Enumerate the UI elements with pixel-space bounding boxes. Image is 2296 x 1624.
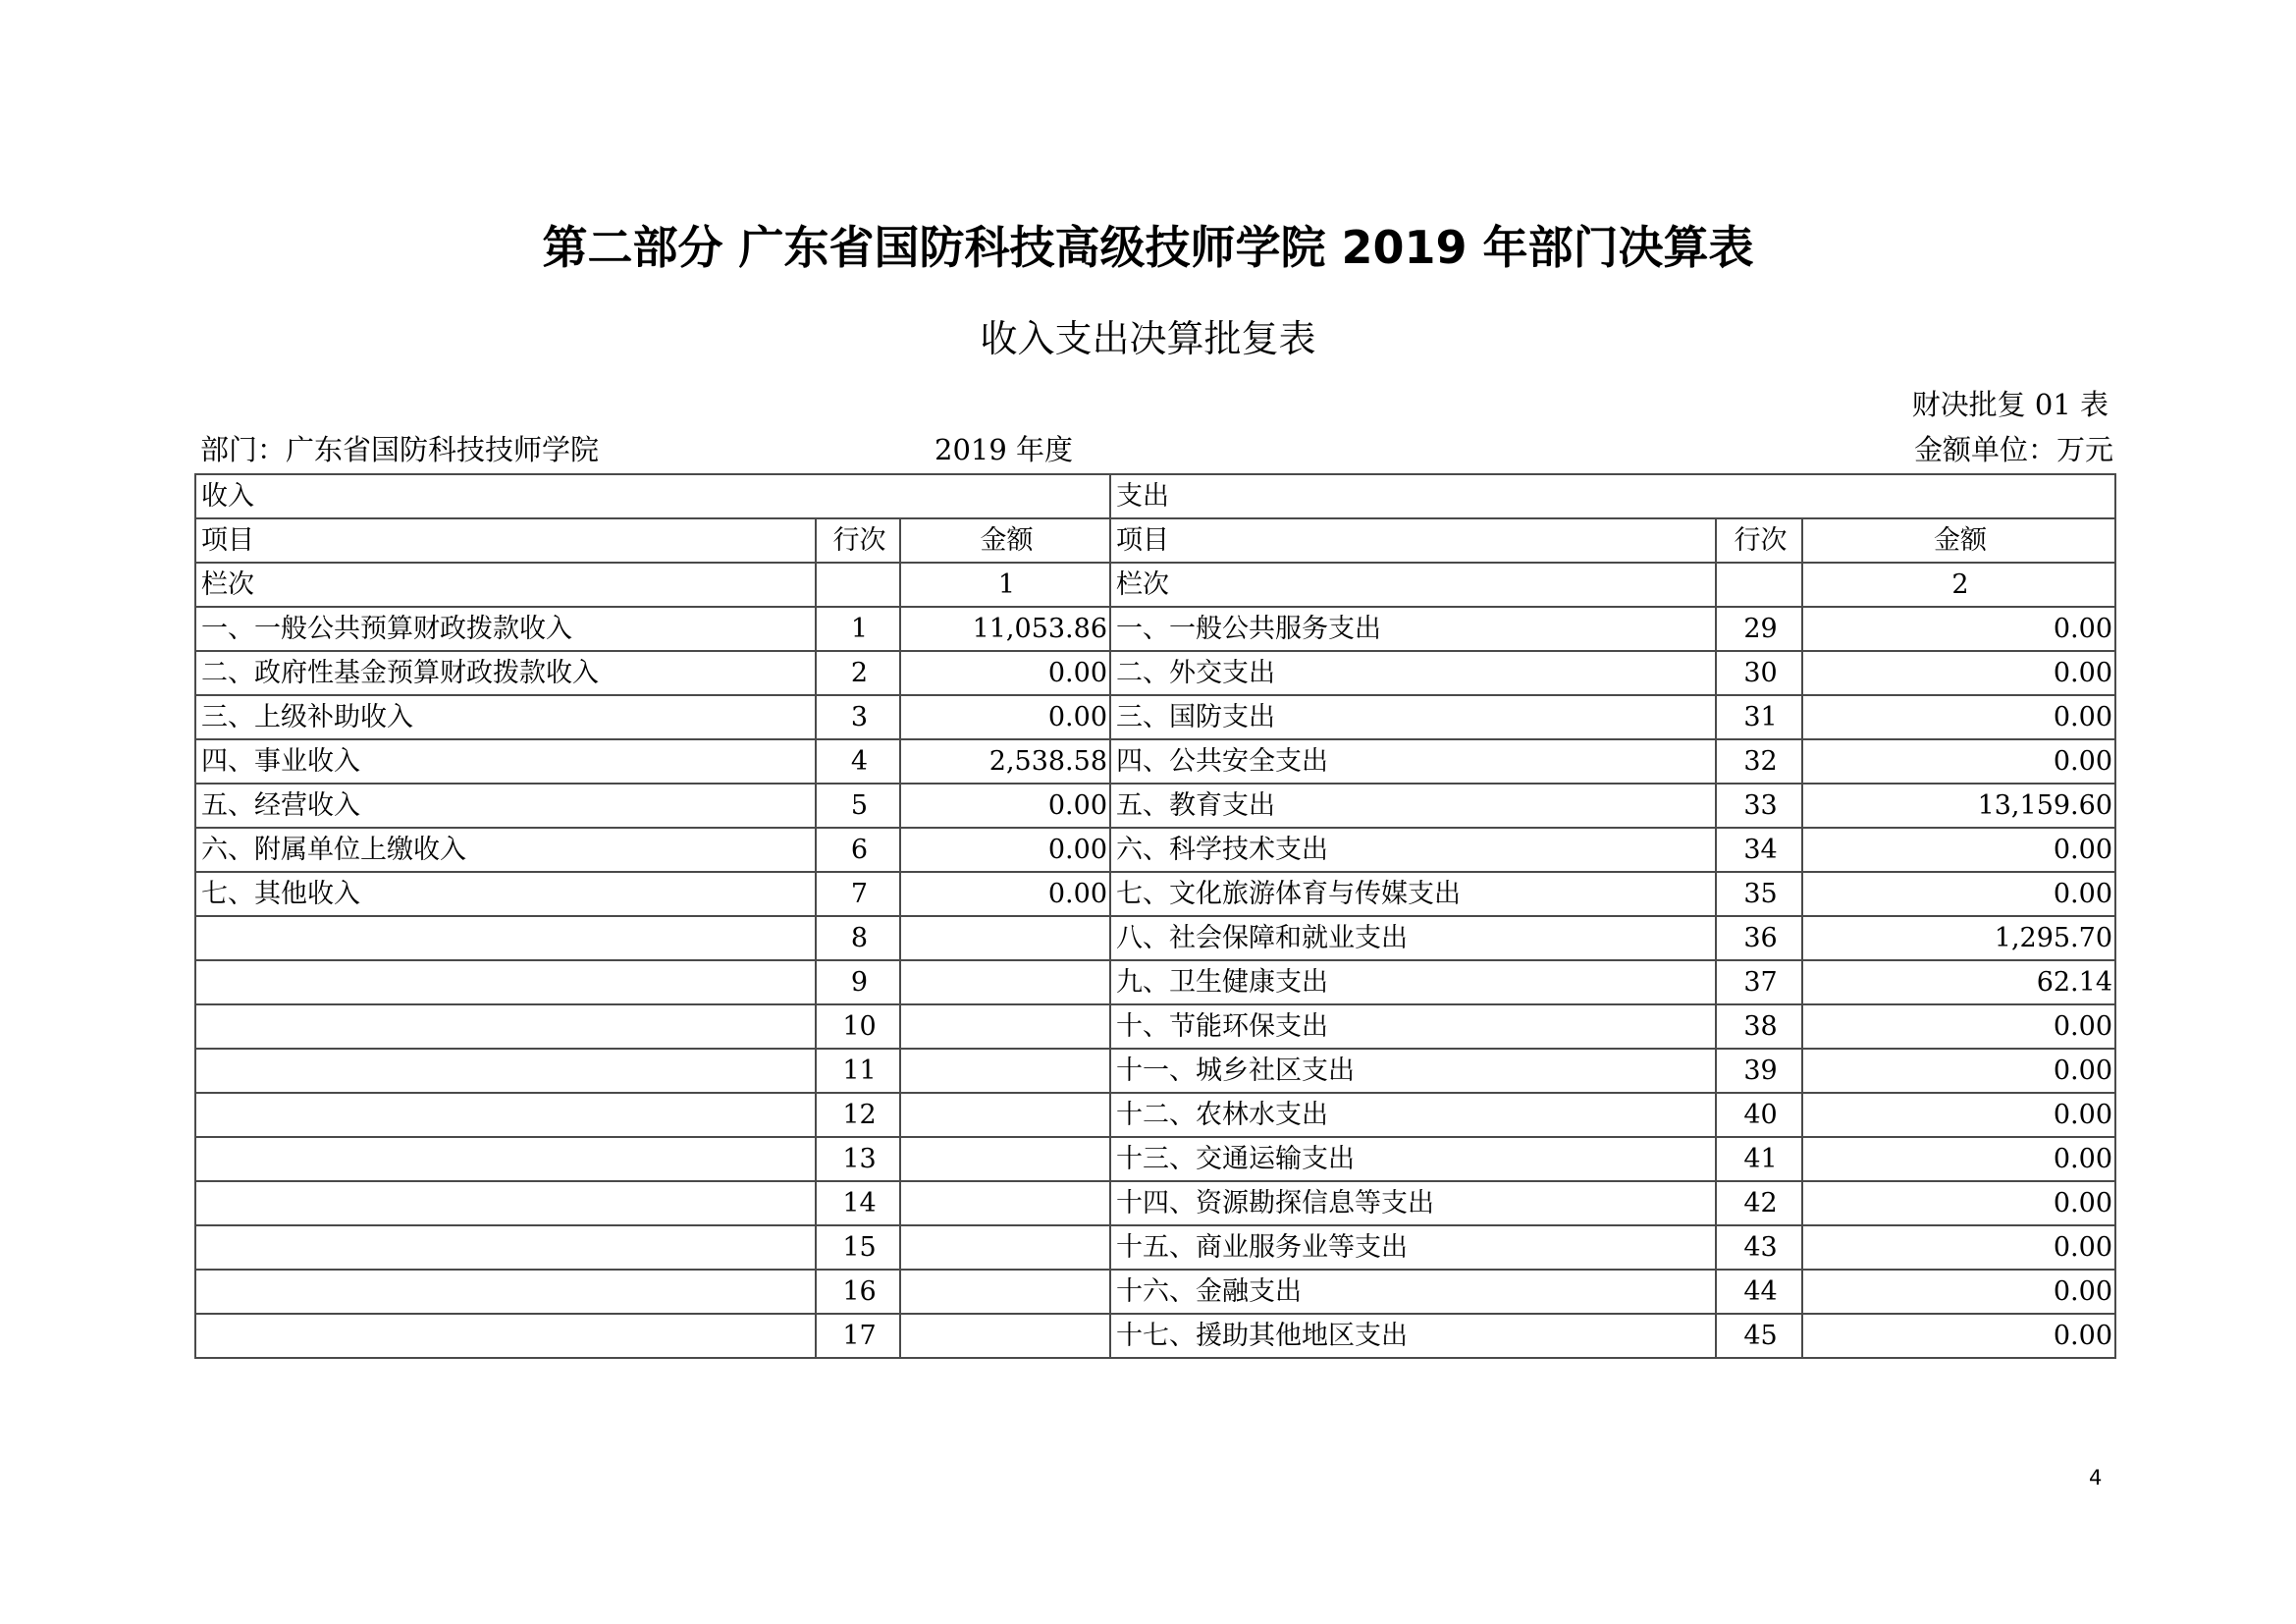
income-line-cell: 4	[816, 739, 900, 784]
income-amount-cell	[900, 1270, 1110, 1314]
expense-item-cell: 十、节能环保支出	[1110, 1004, 1716, 1049]
expense-item-cell: 六、科学技术支出	[1110, 828, 1716, 872]
table-row	[195, 1270, 2115, 1314]
income-line-cell: 1	[816, 607, 900, 651]
expense-line-cell: 38	[1716, 1004, 1802, 1049]
expense-item-cell: 十三、交通运输支出	[1110, 1137, 1716, 1181]
income-amount-cell: 0.00	[900, 695, 1110, 739]
income-item-cell	[195, 1137, 816, 1181]
income-line-cell: 6	[816, 828, 900, 872]
income-item-cell	[195, 1004, 816, 1049]
expense-amount-cell: 0.00	[1802, 1093, 2115, 1137]
table-row	[195, 828, 2115, 872]
expense-item-cell: 八、社会保障和就业支出	[1110, 916, 1716, 960]
income-item-cell	[195, 1270, 816, 1314]
expense-item-cell: 二、外交支出	[1110, 651, 1716, 695]
expense-item-cell: 三、国防支出	[1110, 695, 1716, 739]
income-amount-cell: 11,053.86	[900, 607, 1110, 651]
income-item-cell: 七、其他收入	[195, 872, 816, 916]
income-line-cell: 11	[816, 1049, 900, 1093]
income-item-header: 项目	[195, 518, 816, 563]
income-line-cell: 17	[816, 1314, 900, 1358]
fiscal-year-label: 2019 年度	[934, 433, 1074, 466]
income-amount-cell	[900, 1314, 1110, 1358]
income-line-cell: 5	[816, 784, 900, 828]
expense-item-cell: 一、一般公共服务支出	[1110, 607, 1716, 651]
expense-line-cell: 40	[1716, 1093, 1802, 1137]
income-item-cell	[195, 960, 816, 1004]
income-amount-cell: 0.00	[900, 872, 1110, 916]
income-amount-cell	[900, 1225, 1110, 1270]
expense-amount-cell: 0.00	[1802, 695, 2115, 739]
expense-line-cell: 34	[1716, 828, 1802, 872]
income-item-cell: 二、政府性基金预算财政拨款收入	[195, 651, 816, 695]
expense-col-no: 2	[1802, 563, 2115, 607]
expense-line-cell: 39	[1716, 1049, 1802, 1093]
expense-amount-cell: 0.00	[1802, 1004, 2115, 1049]
column-header-row	[195, 518, 2115, 563]
table-row	[195, 960, 2115, 1004]
table-row	[195, 651, 2115, 695]
table-meta-line	[194, 430, 2113, 469]
expense-line-cell: 29	[1716, 607, 1802, 651]
expense-line-cell: 32	[1716, 739, 1802, 784]
table-row	[195, 1137, 2115, 1181]
expense-item-cell: 七、文化旅游体育与传媒支出	[1110, 872, 1716, 916]
expense-line-cell: 36	[1716, 916, 1802, 960]
income-line-cell: 8	[816, 916, 900, 960]
table-row	[195, 607, 2115, 651]
expense-line-cell: 31	[1716, 695, 1802, 739]
expense-line-header: 行次	[1716, 518, 1802, 563]
department-label: 部门：广东省国防科技技师学院	[200, 433, 600, 466]
income-amount-cell: 0.00	[900, 651, 1110, 695]
income-amount-cell	[900, 1181, 1110, 1225]
income-item-cell: 四、事业收入	[195, 739, 816, 784]
expense-col-no-line	[1716, 563, 1802, 607]
income-line-cell: 3	[816, 695, 900, 739]
table-row	[195, 1004, 2115, 1049]
expense-line-cell: 33	[1716, 784, 1802, 828]
table-row	[195, 1314, 2115, 1358]
table-row	[195, 1093, 2115, 1137]
expense-item-cell: 十六、金融支出	[1110, 1270, 1716, 1314]
expense-amount-cell: 0.00	[1802, 1314, 2115, 1358]
income-line-cell: 9	[816, 960, 900, 1004]
income-amount-cell	[900, 1137, 1110, 1181]
table-row	[195, 872, 2115, 916]
income-item-cell	[195, 916, 816, 960]
income-amount-cell	[900, 960, 1110, 1004]
expense-item-cell: 十七、援助其他地区支出	[1110, 1314, 1716, 1358]
income-item-cell	[195, 1225, 816, 1270]
form-number: 财决批复 01 表	[1911, 388, 2109, 421]
expense-amount-cell: 0.00	[1802, 872, 2115, 916]
expense-item-cell: 十一、城乡社区支出	[1110, 1049, 1716, 1093]
expense-line-cell: 37	[1716, 960, 1802, 1004]
income-item-cell	[195, 1181, 816, 1225]
expense-amount-cell: 0.00	[1802, 1270, 2115, 1314]
expense-amount-cell: 0.00	[1802, 651, 2115, 695]
income-line-cell: 7	[816, 872, 900, 916]
expense-amount-cell: 0.00	[1802, 607, 2115, 651]
expense-line-cell: 30	[1716, 651, 1802, 695]
income-line-cell: 14	[816, 1181, 900, 1225]
expense-item-cell: 十四、资源勘探信息等支出	[1110, 1181, 1716, 1225]
income-item-cell: 三、上级补助收入	[195, 695, 816, 739]
expense-amount-cell: 0.00	[1802, 1137, 2115, 1181]
expense-col-no-label: 栏次	[1110, 563, 1716, 607]
expense-line-cell: 41	[1716, 1137, 1802, 1181]
income-item-cell	[195, 1314, 816, 1358]
expense-amount-cell: 0.00	[1802, 828, 2115, 872]
expense-amount-cell: 13,159.60	[1802, 784, 2115, 828]
income-item-cell: 五、经营收入	[195, 784, 816, 828]
expense-item-cell: 九、卫生健康支出	[1110, 960, 1716, 1004]
income-line-cell: 15	[816, 1225, 900, 1270]
expense-item-cell: 十五、商业服务业等支出	[1110, 1225, 1716, 1270]
column-number-row	[195, 563, 2115, 607]
table-row	[195, 784, 2115, 828]
expense-line-cell: 43	[1716, 1225, 1802, 1270]
income-amount-cell: 0.00	[900, 828, 1110, 872]
expense-amount-cell: 1,295.70	[1802, 916, 2115, 960]
income-amount-cell	[900, 1049, 1110, 1093]
table-subtitle: 收入支出决算批复表	[980, 317, 1316, 360]
table-row	[195, 1181, 2115, 1225]
page-number: 4	[2089, 1466, 2103, 1489]
table-row	[195, 1049, 2115, 1093]
income-amount-cell	[900, 1093, 1110, 1137]
expense-item-cell: 四、公共安全支出	[1110, 739, 1716, 784]
section-header-row	[195, 474, 2115, 518]
income-line-header: 行次	[816, 518, 900, 563]
income-line-cell: 16	[816, 1270, 900, 1314]
income-expense-table	[194, 473, 2116, 1359]
expense-item-cell: 五、教育支出	[1110, 784, 1716, 828]
income-amount-cell	[900, 1004, 1110, 1049]
expense-amount-cell: 62.14	[1802, 960, 2115, 1004]
income-amount-cell: 2,538.58	[900, 739, 1110, 784]
expense-item-cell: 十二、农林水支出	[1110, 1093, 1716, 1137]
income-item-cell	[195, 1093, 816, 1137]
expense-amount-cell: 0.00	[1802, 1049, 2115, 1093]
document-title: 第二部分 广东省国防科技高级技师学院 2019 年部门决算表	[542, 221, 1754, 274]
expense-line-cell: 35	[1716, 872, 1802, 916]
amount-unit-label: 金额单位：万元	[1913, 433, 2113, 466]
income-col-no-label: 栏次	[195, 563, 816, 607]
income-item-cell: 六、附属单位上缴收入	[195, 828, 816, 872]
expense-item-header: 项目	[1110, 518, 1716, 563]
income-line-cell: 13	[816, 1137, 900, 1181]
expense-line-cell: 45	[1716, 1314, 1802, 1358]
table-row	[195, 916, 2115, 960]
expense-line-cell: 44	[1716, 1270, 1802, 1314]
expense-amount-cell: 0.00	[1802, 1181, 2115, 1225]
income-amount-header: 金额	[900, 518, 1110, 563]
income-line-cell: 10	[816, 1004, 900, 1049]
income-item-cell	[195, 1049, 816, 1093]
income-line-cell: 12	[816, 1093, 900, 1137]
income-amount-cell	[900, 916, 1110, 960]
expense-line-cell: 42	[1716, 1181, 1802, 1225]
expense-amount-header: 金额	[1802, 518, 2115, 563]
income-col-no-line	[816, 563, 900, 607]
income-line-cell: 2	[816, 651, 900, 695]
table-row	[195, 1225, 2115, 1270]
income-col-no: 1	[900, 563, 1110, 607]
expense-amount-cell: 0.00	[1802, 739, 2115, 784]
expense-amount-cell: 0.00	[1802, 1225, 2115, 1270]
income-amount-cell: 0.00	[900, 784, 1110, 828]
table-row	[195, 695, 2115, 739]
expense-section-header: 支出	[1110, 474, 2115, 518]
income-item-cell: 一、一般公共预算财政拨款收入	[195, 607, 816, 651]
table-row	[195, 739, 2115, 784]
income-section-header: 收入	[195, 474, 1110, 518]
